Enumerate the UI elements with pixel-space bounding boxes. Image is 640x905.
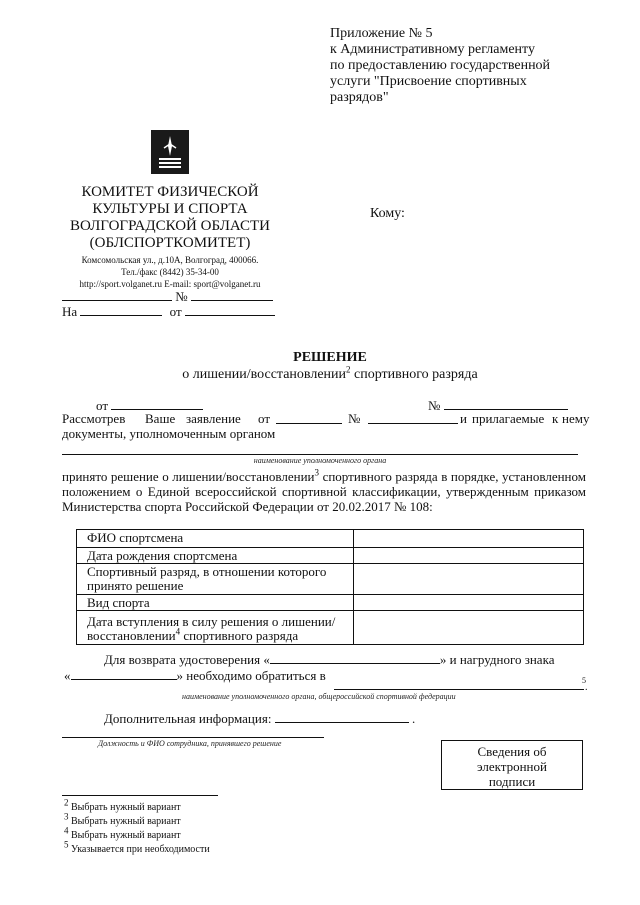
row-value[interactable] xyxy=(354,530,584,548)
footnote xyxy=(64,811,210,829)
authority-line[interactable] xyxy=(62,454,578,455)
signer-caption: Должность и ФИО сотрудника, принявшего решение xyxy=(98,739,282,748)
row-value[interactable] xyxy=(354,611,584,645)
table-row xyxy=(77,530,584,548)
additional-end: . xyxy=(411,711,416,726)
footnote-text: Выбрать нужный вариант xyxy=(71,816,181,827)
return-text: » и нагрудного знака xyxy=(439,652,555,667)
table-row xyxy=(77,611,584,645)
appendix-line: разрядов" xyxy=(330,90,389,105)
row-value[interactable] xyxy=(354,548,584,564)
footnote-ref-dot: . xyxy=(585,682,588,693)
application-date-field[interactable] xyxy=(276,411,342,424)
decision-text: принято решение о лишении/восстановлении xyxy=(62,469,315,484)
org-name-line: КУЛЬТУРЫ И СПОРТА xyxy=(92,201,248,217)
incoming-date-field[interactable] xyxy=(185,303,275,316)
org-name-line: ВОЛГОГРАДСКОЙ ОБЛАСТИ xyxy=(70,218,270,234)
certificate-field[interactable] xyxy=(270,651,440,664)
word: заявление xyxy=(186,411,241,426)
footnote xyxy=(64,797,210,815)
decision-text: спортивного разряда в порядке, установленном xyxy=(319,469,586,484)
outgoing-number-line xyxy=(62,288,273,304)
return-text: Для возврата удостоверения « xyxy=(104,652,270,667)
decision-paragraph xyxy=(62,469,586,514)
row-label-text: спортивного разряда xyxy=(180,628,299,643)
row-label: ФИО спортсмена xyxy=(77,530,354,548)
additional-label: Дополнительная информация: xyxy=(104,711,272,726)
reviewed-text: документы, уполномоченным органом xyxy=(62,426,276,441)
org-web: http://sport.volganet.ru E-mail: sport@volganet.ru xyxy=(79,279,261,289)
word: Рассмотрев xyxy=(62,411,126,426)
appendix-line: к Административному регламенту xyxy=(330,42,535,57)
decision-date-field[interactable] xyxy=(111,397,203,410)
ot-label: от xyxy=(169,304,182,319)
return-line-1 xyxy=(104,651,554,667)
row-value[interactable] xyxy=(354,564,584,595)
subtitle-text: спортивного разряда xyxy=(350,367,478,382)
appendix-line: услуги "Присвоение спортивных xyxy=(330,74,527,89)
footnote-ref: 4 xyxy=(175,626,181,637)
org-name-line: (ОБЛСПОРТКОМИТЕТ) xyxy=(89,235,251,251)
coat-of-arms-logo xyxy=(151,130,189,174)
appendix-header xyxy=(330,26,630,106)
additional-info-field[interactable] xyxy=(275,710,409,723)
word: к xyxy=(552,411,559,426)
footnote-text: Указывается при необходимости xyxy=(71,844,210,855)
footnote-text: Выбрать нужный вариант xyxy=(71,830,181,841)
signer-line[interactable] xyxy=(62,737,324,738)
return-line-2 xyxy=(64,667,326,683)
row-label: Дата рождения спортсмена xyxy=(77,548,354,564)
document-subtitle xyxy=(0,364,640,383)
word: нему xyxy=(562,411,590,426)
footnote-num: 5 xyxy=(64,839,69,850)
table-row xyxy=(77,548,584,564)
incoming-ref-line xyxy=(62,303,275,319)
athlete-info-table xyxy=(76,529,584,645)
additional-info-line xyxy=(104,710,415,726)
row-label-text: Дата вступления в силу решения о лишении/восстановлении xyxy=(87,614,336,643)
row-label xyxy=(77,611,354,645)
num-label: № xyxy=(175,289,188,304)
return-text: » необходимо обратиться в xyxy=(176,668,326,683)
num-label: № xyxy=(348,411,361,426)
appendix-line: по предоставлению государственной xyxy=(330,58,551,73)
table-row xyxy=(77,564,584,595)
outgoing-number-field[interactable] xyxy=(62,288,172,301)
footnotes xyxy=(64,797,210,857)
word: и xyxy=(460,411,467,426)
decision-line xyxy=(62,469,586,484)
org-phone: Тел./факс (8442) 35-34-00 xyxy=(121,267,219,277)
return-authority-line[interactable] xyxy=(334,689,584,690)
footnote-num: 4 xyxy=(64,825,69,836)
authority-caption: наименование уполномоченного органа xyxy=(253,456,387,465)
ot-label: от xyxy=(96,398,109,413)
footnote-text: Выбрать нужный вариант xyxy=(71,802,181,813)
word: от xyxy=(258,411,271,426)
return-caption: наименование уполномоченного органа, общероссийской спортивной федерации xyxy=(182,692,456,701)
org-name-line: КОМИТЕТ ФИЗИЧЕСКОЙ xyxy=(81,184,259,200)
footnote-separator xyxy=(62,795,218,796)
row-label: Вид спорта xyxy=(77,595,354,611)
footnote-num: 2 xyxy=(64,797,69,808)
esign-line: Сведения об xyxy=(477,744,547,759)
footnote xyxy=(64,825,210,843)
document-title: РЕШЕНИЕ xyxy=(293,350,367,365)
word: Ваше xyxy=(145,411,176,426)
word: прилагаемые xyxy=(472,411,545,426)
esign-line: подписи xyxy=(488,774,536,789)
num-label: № xyxy=(428,398,441,413)
org-address: Комсомольская ул., д.10А, Волгоград, 400066. xyxy=(81,255,259,265)
reviewed-line-2 xyxy=(62,426,275,441)
to-label: Кому: xyxy=(370,206,405,221)
esign-line: электронной xyxy=(477,759,547,774)
footnote xyxy=(64,839,210,857)
footnote-num: 3 xyxy=(64,811,69,822)
organization-block xyxy=(60,184,280,290)
table-row xyxy=(77,595,584,611)
footnote-ref: 2 xyxy=(346,364,351,375)
badge-field[interactable] xyxy=(71,667,177,680)
appendix-line: Приложение № 5 xyxy=(330,26,433,41)
row-label: Спортивный разряд, в отношении которого принято решение xyxy=(77,564,354,595)
decision-line: Министерства спорта Российской Федерации от 20.02.2017 № 108: xyxy=(62,499,433,514)
row-value[interactable] xyxy=(354,595,584,611)
decision-line: положением о Единой всероссийской спортивной классификации, утвержденным приказом xyxy=(62,484,586,499)
footnote-ref: 5 xyxy=(582,676,586,685)
outgoing-number-value[interactable] xyxy=(191,288,273,301)
subtitle-text: о лишении/восстановлении xyxy=(182,367,347,382)
electronic-signature-box xyxy=(441,740,583,790)
return-text: « xyxy=(64,668,71,683)
incoming-ref-field[interactable] xyxy=(80,303,162,316)
footnote-ref: 3 xyxy=(314,467,320,478)
na-label: На xyxy=(62,304,78,319)
decision-number-field[interactable] xyxy=(444,397,568,410)
application-number-field[interactable] xyxy=(368,411,458,424)
